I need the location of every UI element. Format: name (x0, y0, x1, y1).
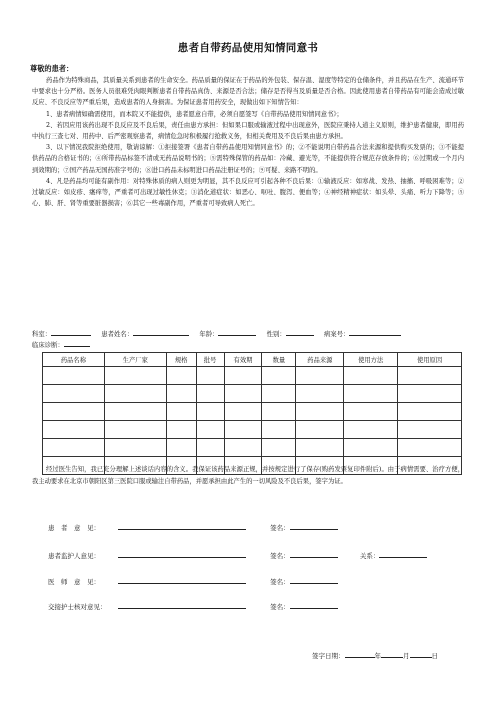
col-expiry: 有效期 (224, 353, 262, 367)
table-cell[interactable] (166, 385, 196, 403)
table-cell[interactable] (296, 367, 344, 385)
age-field[interactable] (218, 328, 256, 336)
table-cell[interactable] (262, 385, 296, 403)
doctor-opinion-label: 医 师 意 见： (48, 578, 100, 586)
table-cell[interactable] (344, 439, 398, 457)
table-cell[interactable] (43, 403, 105, 421)
table-cell[interactable] (398, 385, 462, 403)
table-cell[interactable] (344, 367, 398, 385)
diagnosis-row (32, 339, 90, 350)
patient-name-field[interactable] (133, 328, 189, 336)
table-cell[interactable] (262, 367, 296, 385)
nurse-opinion-field[interactable] (118, 601, 246, 609)
table-row (43, 385, 462, 403)
paragraph-item-3: 3、以下情况我院拒绝使用，敬请谅解：①拒接签署《患者自带药品使用知情同意书》的；②不能说明自带药品合法来源和提供购买发票的；③不能提供药品的合格证书的；④所带药品标签不清或无药品说明书的；⑤需特殊保管的药品如：冷藏、避光等，不能提供符合规范存放条件的；⑥过期或一个月内到效期的；⑦国产药品无国药准字号的；⑧进口药品未标明进口药品注册证号的；⑨可疑、来路不明的。 (32, 144, 464, 174)
table-cell[interactable] (296, 421, 344, 439)
table-cell[interactable] (104, 403, 166, 421)
patient-info-row (32, 328, 401, 339)
bed-no-label: 病案号： (323, 330, 350, 338)
table-cell[interactable] (344, 421, 398, 439)
table-cell[interactable] (166, 367, 196, 385)
nurse-sign-field[interactable] (290, 601, 338, 609)
patient-sign-label: 签名： (270, 524, 290, 532)
table-cell[interactable] (344, 385, 398, 403)
department-label: 科室： (32, 330, 52, 338)
table-row (43, 421, 462, 439)
table-cell[interactable] (166, 421, 196, 439)
page-title: 患者自带药品使用知情同意书 (177, 42, 319, 54)
table-cell[interactable] (398, 367, 462, 385)
signature-row-doctor (48, 576, 338, 586)
patient-opinion-field[interactable] (118, 522, 246, 530)
diagnosis-field[interactable] (64, 339, 90, 347)
year-field[interactable] (345, 650, 375, 658)
table-cell[interactable] (196, 385, 224, 403)
gender-label: 性别： (266, 330, 286, 338)
patient-name-label: 患者姓名： (101, 330, 134, 338)
table-cell[interactable] (104, 367, 166, 385)
date-label: 签字日期： (312, 652, 345, 660)
guardian-sign-field[interactable] (290, 550, 338, 558)
guardian-sign-label: 签名： (270, 552, 290, 560)
table-cell[interactable] (224, 439, 262, 457)
table-row (43, 439, 462, 457)
col-source: 药品来源 (296, 353, 344, 367)
relation-field[interactable] (379, 550, 427, 558)
notice-body (32, 75, 464, 209)
diagnosis-label: 临床诊断： (32, 341, 64, 349)
nurse-opinion-label: 交接护士核对意见： (48, 603, 107, 611)
table-cell[interactable] (296, 385, 344, 403)
table-cell[interactable] (398, 421, 462, 439)
table-cell[interactable] (196, 367, 224, 385)
table-cell[interactable] (262, 403, 296, 421)
table-cell[interactable] (224, 421, 262, 439)
day-label: 日 (431, 652, 438, 660)
table-cell[interactable] (224, 403, 262, 421)
table-cell[interactable] (224, 367, 262, 385)
patient-opinion-label: 患 者 意 见： (48, 524, 100, 532)
table-row (43, 367, 462, 385)
signature-row-guardian (48, 550, 427, 560)
paragraph-item-2: 2、若因应用该药出现不良反应及不良后果，责任由患方承担：但如果口服或输液过程中出现意外，医院应秉持人道主义原则，维护患者健康，即用药中执行三查七对、用药中、后严密观察患者，病情危急时积极履行抢救义务，但相关费用及不良后果由患方承担。 (32, 121, 464, 141)
closing-statement (32, 464, 464, 487)
col-usage: 使用方法 (344, 353, 398, 367)
table-header-row (43, 353, 462, 367)
col-spec: 规格 (166, 353, 196, 367)
paragraph-intro: 药品作为特殊商品，其质量关系到患者的生命安全。药品质量的保证在于药品的外包装、保存温、湿度等特定的仓储条件，并且药品在生产、流通环节中要求也十分严格。医务人员很难凭肉眼判断患者自带药品真伪、来源是否合法；储存是否得当及质量是否合格。因此使用患者自带药品有可能会造成过敏反应、不良反应等严重后果，造成患者的人身损害。为保证患者用药安全，现做出如下知情告知： (32, 77, 464, 107)
department-field[interactable] (51, 328, 91, 336)
table-cell[interactable] (296, 403, 344, 421)
day-field[interactable] (410, 650, 432, 658)
table-cell[interactable] (166, 439, 196, 457)
table-cell[interactable] (262, 439, 296, 457)
col-quantity: 数量 (262, 353, 296, 367)
table-cell[interactable] (104, 385, 166, 403)
patient-sign-field[interactable] (290, 522, 338, 530)
col-batch: 批号 (196, 353, 224, 367)
table-cell[interactable] (398, 403, 462, 421)
relation-label: 关系： (359, 552, 380, 560)
doctor-sign-field[interactable] (290, 576, 338, 584)
table-cell[interactable] (262, 421, 296, 439)
table-cell[interactable] (43, 385, 105, 403)
table-cell[interactable] (43, 421, 105, 439)
paragraph-item-4: 4、凡是药品均可能有副作用：对特殊体质的病人则更为明显，其不良反应可引起各种不良后果：①输液反应：如寒战、发热、抽搐、呼吸困难等；②过敏反应：如皮疹、瘙痒等，严重者可出现过敏性休克；③消化道症状：如恶心、呕吐、腹泻、便血等；④神经精神症状：如头晕、头痛、听力下降等；⑤心、肺、肝、肾等重要脏器损害；⑥其它一些毒副作用，严重者可导致病人死亡。 (32, 177, 464, 208)
doctor-sign-label: 签名： (270, 578, 290, 586)
salutation: 尊敬的患者： (30, 64, 74, 73)
table-cell[interactable] (43, 367, 105, 385)
signature-row-nurse (48, 601, 338, 611)
col-manufacturer: 生产厂家 (104, 353, 166, 367)
nurse-sign-label: 签名： (270, 603, 290, 611)
table-cell[interactable] (166, 403, 196, 421)
year-label: 年 (374, 652, 381, 660)
paragraph-item-1: 1、患者病情如确需使用，而本院又不能提供，患者愿意自带，必须自愿签写《自带药品使用知情同意书》； (46, 110, 343, 118)
bed-no-field[interactable] (349, 328, 401, 336)
table-cell[interactable] (196, 421, 224, 439)
signature-row-patient (48, 522, 338, 532)
guardian-opinion-field[interactable] (118, 550, 246, 558)
closing-text: 经过医生告知，我已充分理解上述谈话内容的含义。我保证该药品来源正规，并按规定进行了保存(购药发票复印件附后)。由于病情需要、治疗方便，我主动要求在北京市朝阳区第三医院口服或输注自带药品，并愿承担由此产生的一切风险及不良后果，签字为证。 (32, 466, 464, 485)
table-cell[interactable] (398, 439, 462, 457)
table-cell[interactable] (104, 421, 166, 439)
col-drug-name: 药品名称 (43, 353, 105, 367)
guardian-opinion-label: 患者监护人意见： (48, 552, 100, 560)
month-field[interactable] (381, 650, 403, 658)
table-cell[interactable] (104, 439, 166, 457)
table-cell[interactable] (224, 385, 262, 403)
table-cell[interactable] (196, 403, 224, 421)
table-row (43, 403, 462, 421)
table-cell[interactable] (43, 439, 105, 457)
table-cell[interactable] (344, 403, 398, 421)
col-reason: 使用原因 (398, 353, 462, 367)
month-label: 月 (403, 652, 410, 660)
signature-date-row (312, 650, 438, 660)
medication-table (42, 352, 462, 475)
doctor-opinion-field[interactable] (118, 576, 246, 584)
age-label: 年龄： (199, 330, 219, 338)
table-cell[interactable] (196, 439, 224, 457)
table-cell[interactable] (296, 439, 344, 457)
gender-field[interactable] (286, 328, 314, 336)
